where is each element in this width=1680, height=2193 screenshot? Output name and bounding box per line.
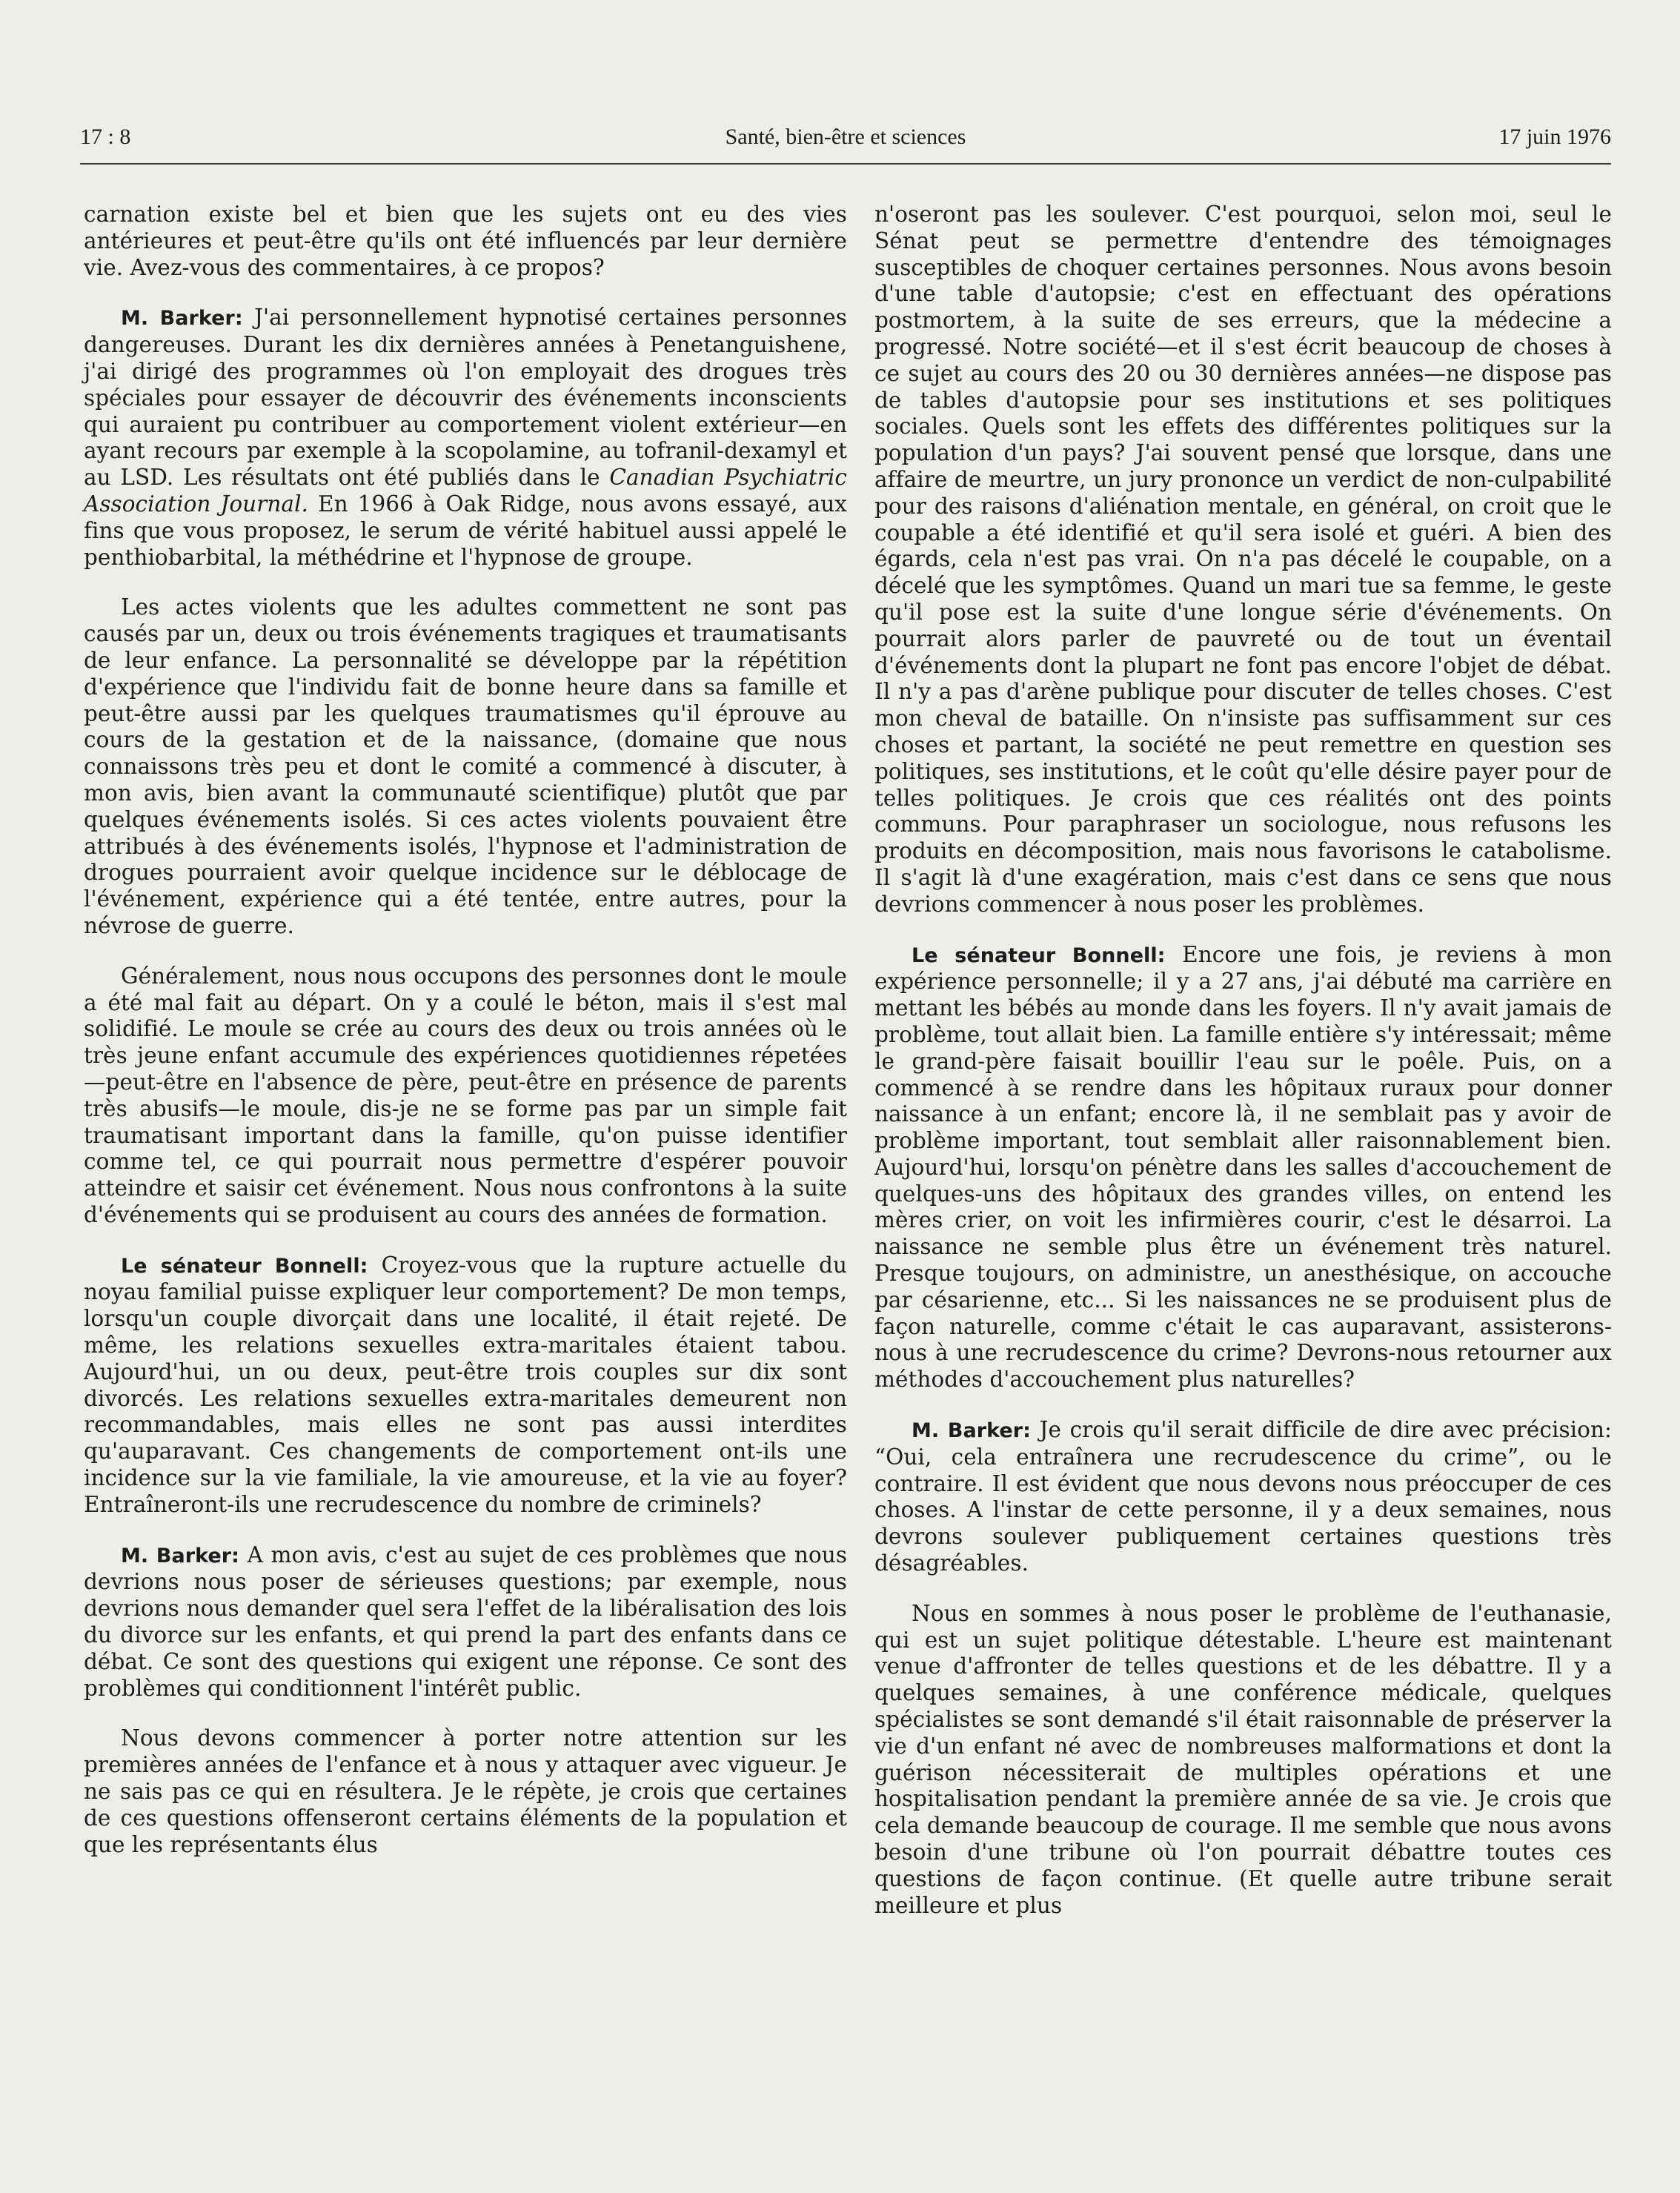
- right-column: [874, 202, 1612, 1942]
- speech-text: Encore une fois, je reviens à mon expérience personnelle; il y a 27 ans, j'ai débuté ma carrière en mettant les bébés au monde dans les foyers. Il n'y avait jamais de problème, tout allait bien. La famille entière s'y intéressait; même le grand-père faisait bouillir l'eau sur le poêle. Puis, on a commencé à se rendre dans les hôpitaux ruraux pour donner naissance à un enfant; encore là, il ne semblait pas y avoir de problème important, tout semblait aller raisonnablement bien. Aujourd'hui, lorsqu'on pénètre dans les salles d'accouchement de quelques-uns des hôpitaux des grandes villes, on entend les mères crier, on voit les infirmières courir, c'est le désarroi. La naissance ne semble plus être un événement très naturel. Presque toujours, on administre, un anesthésique, on accouche par césarienne, etc... Si les naissances ne se produisent plus de façon naturelle, comme c'était le cas auparavant, assisterons-nous à une recrudescence du crime? Devrons-nous retourner aux méthodes d'accouchement plus naturelles?: [874, 941, 1612, 1393]
- speech-text: Je crois qu'il serait difficile de dire avec précision: “Oui, cela entraînera une recrudescence du crime”, ou le contraire. Il est évident que nous devons nous préoccuper de ces choses. A l'instar de cette personne, il y a deux semaines, nous devrons soulever publiquement certaines questions très désagréables.: [874, 1417, 1613, 1576]
- paragraph: [874, 1417, 1612, 1577]
- speaker-name: M. Barker:: [121, 1544, 239, 1567]
- paragraph: n'oseront pas les soulever. C'est pourquoi, selon moi, seul le Sénat peut se permettre d'entendre des témoignages susceptibles de choquer certaines personnes. Nous avons besoin d'une table d'autopsie; c'est en effectuant des opérations postmortem, à la suite de ses erreurs, que la médecine a progressé. Notre société—et il s'est écrit beaucoup de choses à ce sujet au cours des 20 ou 30 dernières années—ne dispose pas de tables d'autopsie pour ses institutions et ses politiques sociales. Quels sont les effets des différentes politiques sur la population d'un pays? J'ai souvent pensé que lorsque, dans une affaire de meurtre, un jury prononce un verdict de non-culpabilité pour des raisons d'aliénation mentale, en général, on croit que le coupable a été identifié et qu'il sera isolé et guéri. A bien des égards, cela n'est pas vrai. On n'a pas décelé le coupable, on a décelé que les symptômes. Quand un mari tue sa femme, le geste qu'il pose est la suite d'une longue série d'événements. On pourrait alors parler de pauvreté ou de tout un éventail d'événements dont la plupart ne font pas encore l'objet de débat. Il n'y a pas d'arène publique pour discuter de telles choses. C'est mon cheval de bataille. On n'insiste pas suffisamment sur ces choses et partant, la société ne peut remettre en question ses politiques, ses institutions, et le coût qu'elle désire payer pour de telles politiques. Je crois que ces réalités ont des points communs. Pour paraphraser un sociologue, nous refusons les produits en décomposition, mais nous favorisons le catabolisme. Il s'agit là d'une exagération, mais c'est dans ce sens que nous devrions commencer à nous poser les problèmes.: [874, 202, 1612, 917]
- paragraph: [84, 1542, 847, 1702]
- page-header: [80, 117, 1611, 162]
- paragraph: carnation existe bel et bien que les sujets ont eu des vies antérieures et peut-être qu'ils ont été influencés par leur dernière vie. Avez-vous des commentaires, à ce propos?: [84, 202, 847, 280]
- publication-title: Santé, bien-être et sciences: [725, 125, 966, 149]
- speech-text: J'ai personnellement hypnotisé certaines personnes dangereuses. Durant les dix dernières années à Penetanguishene, j'ai dirigé des programmes où l'on employait des drogues très spéciales pour essayer de découvrir des événements inconscients qui auraient pu contribuer au comportement violent extérieur—en ayant recours par exemple à la scopolamine, au tofranil-dexamyl et au LSD. Les résultats ont été publiés dans le: [84, 305, 847, 491]
- paragraph: Les actes violents que les adultes commettent ne sont pas causés par un, deux ou trois événements tragiques et traumatisants de leur enfance. La personnalité se développe par la répétition d'expérience que l'individu fait de bonne heure dans sa famille et peut-être aussi par les quelques traumatismes qu'il éprouve au cours de la gestation et de la naissance, (domaine que nous connaissons très peu et dont le comité a commencé à discuter, à mon avis, bien avant la communauté scientifique) plutôt que par quelques événements isolés. Si ces actes violents pouvaient être attribués à des événements isolés, l'hypnose et l'administration de drogues pourraient avoir quelque incidence sur le déblocage de l'événement, expérience qui a été tentée, entre autres, pour la névrose de guerre.: [84, 594, 847, 938]
- publication-date: 17 juin 1976: [1498, 125, 1611, 149]
- paragraph: Généralement, nous nous occupons des personnes dont le moule a été mal fait au départ. On y a coulé le béton, mais il s'est mal solidifié. Le moule se crée au cours des deux ou trois années où le très jeune enfant accumule des expériences quotidiennes répetées—peut-être en l'absence de père, peut-être en présence de parents très abusifs—le moule, dis-je ne se forme pas par un simple fait traumatisant important dans la famille, qu'on puisse identifier comme tel, ce qui pourrait nous permettre d'espérer pouvoir atteindre et saisir cet événement. Nous nous confrontons à la suite d'événements qui se produisent au cours des années de formation.: [84, 963, 847, 1227]
- page-number: 17 : 8: [80, 125, 131, 149]
- paragraph: Nous en sommes à nous poser le problème de l'euthanasie, qui est un sujet politique détestable. L'heure est maintenant venue d'affronter de telles questions et de les débattre. Il y a quelques semaines, à une conférence médicale, quelques spécialistes se sont demandé s'il était raisonnable de préserver la vie d'un enfant né avec de nombreuses malformations et dont la guérison nécessiterait de multiples opérations et une hospitalisation pendant la première année de sa vie. Je crois que cela demande beaucoup de courage. Il me semble que nous avons besoin d'une tribune où l'on pourrait débattre toutes ces questions de façon continue. (Et quelle autre tribune serait meilleure et plus: [874, 1600, 1612, 1918]
- speaker-name: M. Barker:: [912, 1419, 1031, 1443]
- left-column: [84, 202, 847, 1882]
- speaker-name: Le sénateur Bonnell:: [121, 1254, 368, 1278]
- journal-title: Canadian Psychiatric Association Journal.: [84, 465, 847, 517]
- speech-text: A mon avis, c'est au sujet de ces problèmes que nous devrions nous poser de sérieuses questions; par exemple, nous devrions nous demander quel sera l'effet de la libéralisation des lois du divorce sur les enfants, et qui prend la part des enfants dans ce débat. Ce sont des questions qui exigent une réponse. Ce sont des problèmes qui conditionnent l'intérêt public.: [84, 1542, 848, 1701]
- paragraph: Nous devons commencer à porter notre attention sur les premières années de l'enfance et à nous y attaquer avec vigueur. Je ne sais pas ce qui en résultera. Je le répète, je crois que certaines de ces questions offenseront certains éléments de la population et que les représentants élus: [84, 1725, 847, 1857]
- paragraph: [84, 305, 847, 571]
- speech-text: Croyez-vous que la rupture actuelle du noyau familial puisse expliquer leur comportement? De mon temps, lorsqu'un couple divorçait dans une localité, il était rejeté. De même, les relations sexuelles extra-maritales étaient tabou. Aujourd'hui, un ou deux, peut-être trois couples sur dix sont divorcés. Les relations sexuelles extra-maritales demeurent non recommandables, mais elles ne sont pas aussi interdites qu'auparavant. Ces changements de comportement ont-ils une incidence sur la vie familiale, la vie amoureuse, et la vie au foyer? Entraîneront-ils une recrudescence du nombre de criminels?: [84, 1252, 847, 1517]
- speaker-name: M. Barker:: [121, 307, 243, 331]
- paragraph: [874, 942, 1612, 1394]
- speech-text: En 1966 à Oak Ridge, nous avons essayé, aux fins que vous proposez, le serum de vérité habituel aussi appelé le penthiobarbital, la méthédrine et l'hypnose de groupe.: [84, 491, 847, 570]
- speaker-name: Le sénateur Bonnell:: [912, 943, 1166, 967]
- header-rule: [80, 163, 1611, 165]
- paragraph: [84, 1253, 847, 1519]
